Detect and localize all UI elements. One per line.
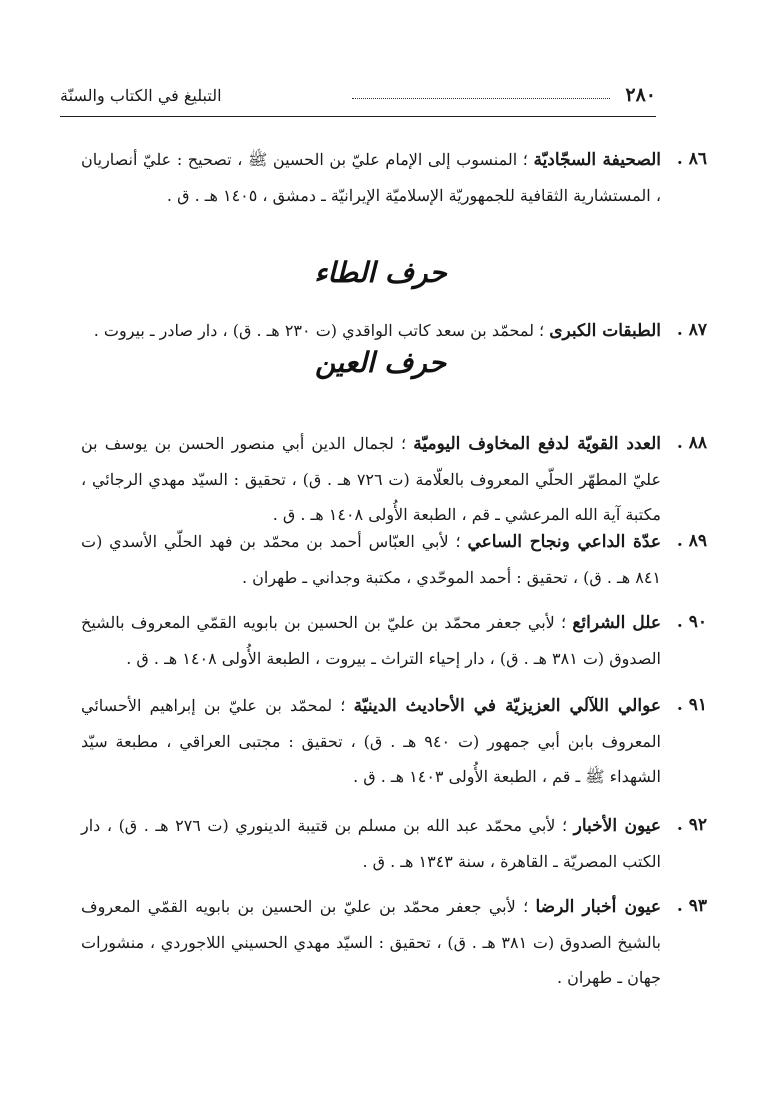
entry-title: عيون أخبار الرضا	[535, 897, 662, 917]
dotted-leader	[352, 98, 610, 99]
entry-number: ٩٠ .	[676, 612, 707, 632]
entry-number: ٨٩ .	[676, 531, 707, 551]
entry-body: ؛ لأبي العبّاس أحمد بن محمّد بن فهد الحلّي الأسدي (ت ٨٤١ هـ . ق) ، تحقيق : أحمد الموحّدي ، مكتبة وجداني ـ طهران .	[81, 532, 661, 587]
bibliography-entry	[81, 142, 707, 213]
entry-body: ؛ لأبي محمّد عبد الله بن مسلم بن قتيبة الدينوري (ت ٢٧٦ هـ . ق) ، دار الكتب المصريّة ـ القاهرة ، سنة ١٣٤٣ هـ . ق .	[81, 816, 661, 871]
entry-title: الصحيفة السجّاديّة	[533, 150, 661, 170]
header-rule	[60, 116, 656, 117]
page-number: ٢٨٠	[625, 84, 656, 106]
entry-body: ؛ لجمال الدين أبي منصور الحسن بن يوسف بن عليّ المطهّر الحلّي المعروف بالعلّامة (ت ٧٢٦ هـ . ق) ، تحقيق : السيّد مهدي الرجائي ، مكتبة آية الله المرعشي ـ قم ، الطبعة الأُولى ١٤٠٨ هـ . ق .	[81, 434, 661, 524]
entry-title: العدد القويّة لدفع المخاوف اليوميّة	[413, 434, 662, 454]
entry-body: ؛ لمحمّد بن سعد كاتب الواقدي (ت ٢٣٠ هـ . ق) ، دار صادر ـ بيروت .	[93, 321, 550, 340]
entry-title: عدّة الداعي ونجاح الساعي	[467, 532, 661, 552]
entry-number: ٨٦ .	[676, 149, 707, 169]
bibliography-entry	[81, 524, 707, 595]
entry-title: الطبقات الكبرى	[549, 321, 661, 341]
bibliography-entry	[81, 808, 707, 879]
entry-number: ٩٢ .	[676, 815, 707, 835]
entry-number: ٨٧ .	[676, 320, 707, 340]
section-heading: حرف الطاء	[314, 256, 447, 289]
section-heading: حرف العين	[314, 346, 447, 379]
entry-body: ؛ لمحمّد بن عليّ بن إبراهيم الأحسائي المعروف بابن أبي جمهور (ت ٩٤٠ هـ . ق) ، تحقيق : مجتبى العراقي ، مطبعة سيّد الشهداء ﷺ ـ قم ، الطبعة الأُولى ١٤٠٣ هـ . ق .	[81, 696, 661, 786]
entry-title: عوالي اللآلي العزيزيّة في الأحاديث الدينيّة	[353, 696, 661, 716]
bibliography-entry	[81, 889, 707, 995]
entry-title: عيون الأخبار	[573, 816, 661, 836]
entry-title: علل الشرائع	[572, 613, 662, 633]
entry-body: ؛ المنسوب إلى الإمام عليّ بن الحسين ﷺ ، تصحيح : عليّ أنصاريان ، المستشارية الثقافية للجمهوريّة الإسلاميّة الإيرانيّة ـ دمشق ، ١٤٠٥ هـ . ق .	[81, 150, 661, 205]
entry-number: ٨٨ .	[676, 433, 707, 453]
entry-number: ٩١ .	[676, 695, 707, 715]
entry-body: ؛ لأبي جعفر محمّد بن عليّ بن الحسين بن بابويه القمّي المعروف بالشيخ الصدوق (ت ٣٨١ هـ . ق) ، دار إحياء التراث ـ بيروت ، الطبعة الأُولى ١٤٠٨ هـ . ق .	[81, 613, 661, 668]
bibliography-entry	[81, 605, 707, 676]
entry-number: ٩٣ .	[676, 896, 707, 916]
bibliography-entry	[81, 688, 707, 794]
bibliography-entry	[81, 313, 707, 349]
running-title: التبليغ في الكتاب والسنّة	[60, 86, 222, 105]
running-header	[60, 84, 656, 114]
bibliography-entry	[81, 426, 707, 532]
entry-body: ؛ لأبي جعفر محمّد بن عليّ بن الحسين بن بابويه القمّي المعروف بالشيخ الصدوق (ت ٣٨١ هـ . ق) ، تحقيق : السيّد مهدي الحسيني اللاجوردي ، منشورات جهان ـ طهران .	[81, 897, 661, 987]
